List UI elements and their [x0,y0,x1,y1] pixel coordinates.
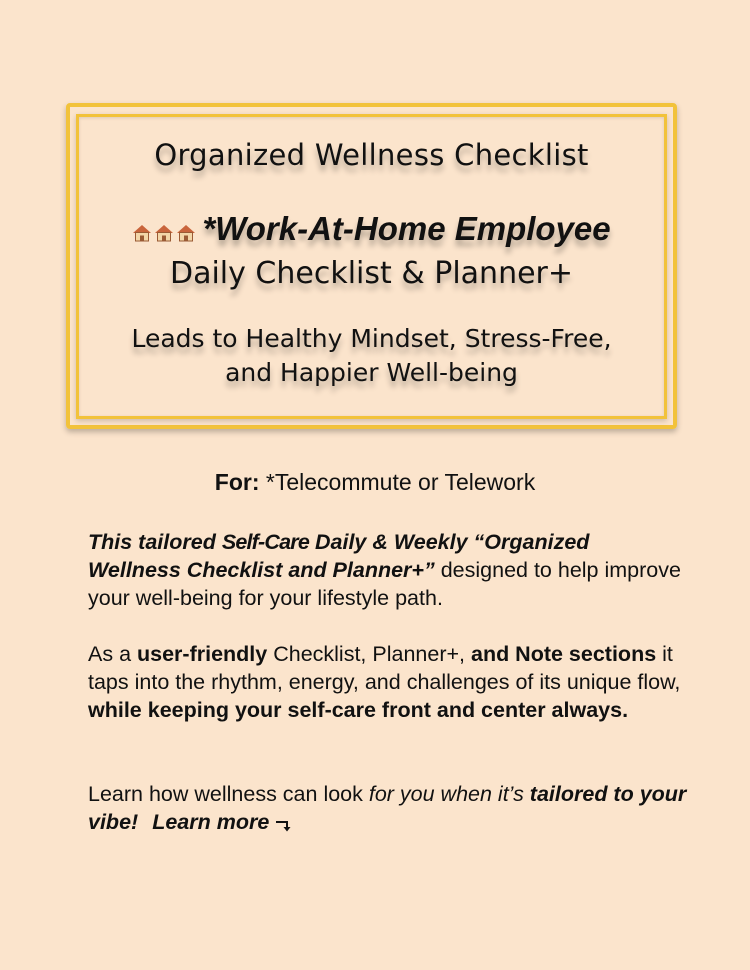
tagline-line-2: and Happier Well-being [225,358,518,387]
intro-text-3: designed to help improve your well-being for your lifestyle path. [88,558,681,610]
features-text-3: Checklist, Planner+, [267,642,471,666]
page-title: Organized Wellness Checklist [154,138,589,172]
audience-line [0,469,750,496]
audience-label: For: [214,469,260,495]
house-icon [154,224,174,242]
learn-text-3: tailored to your vibe! [88,782,687,834]
learn-paragraph [88,780,688,836]
header-box [76,114,667,419]
house-icons [132,210,198,248]
audience-value: *Telecommute or Telework [259,469,536,495]
intro-text-1: This tailored [88,530,222,554]
house-icon [176,224,196,242]
features-text-2: user-friendly [137,642,268,666]
features-text-4: and Note sections [470,642,657,666]
features-text-6: while keeping your self-care front and center always. [88,698,629,722]
learn-more-label[interactable]: Learn more [152,810,270,834]
features-paragraph [88,640,688,724]
features-text-1: As a [88,642,137,666]
subtitle-second: Daily Checklist & Planner+ [169,256,574,291]
subtitle-main [76,210,667,248]
learn-text-2: for you when it’s [368,782,530,806]
features-text-5: it taps into the rhythm, energy, and challenges of its unique flow, [88,642,681,694]
tagline-line-1: Leads to Healthy Mindset, Stress-Free, [131,324,612,353]
arrow-down-right-icon[interactable] [275,818,291,832]
learn-text-1: Learn how wellness can look [88,782,369,806]
subtitle-main-text: *Work-At-Home Employee [202,210,611,247]
learn-more-link[interactable] [152,810,291,834]
intro-text-selfcare: Self-Care [221,530,310,554]
house-icon [132,224,152,242]
intro-text-2: Daily & Weekly “Organized Wellness Checklist and Planner+” [88,530,590,582]
intro-paragraph [88,528,688,612]
